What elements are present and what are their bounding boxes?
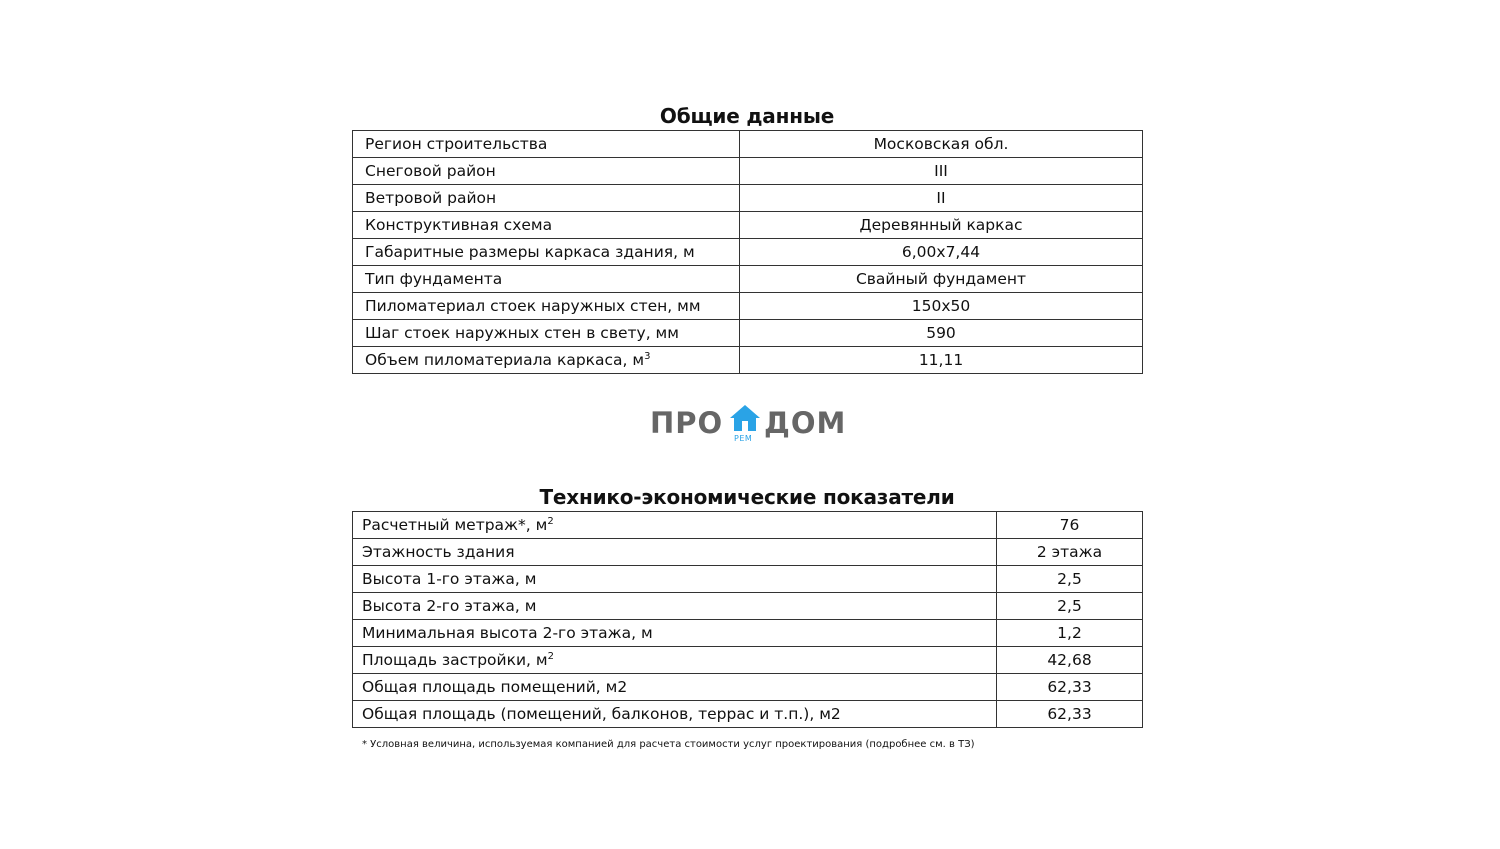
- table-row: [353, 131, 1143, 158]
- table-row: [353, 701, 1143, 728]
- table-row: [353, 539, 1143, 566]
- house-icon: [729, 404, 761, 434]
- row-value: Московская обл.: [740, 131, 1143, 158]
- row-label: Минимальная высота 2-го этажа, м: [353, 620, 997, 647]
- row-value: 2,5: [997, 566, 1143, 593]
- row-label: Общая площадь помещений, м2: [353, 674, 997, 701]
- logo-word-dom: ДОМ: [764, 406, 847, 440]
- row-value: 1,2: [997, 620, 1143, 647]
- table-row: [353, 647, 1143, 674]
- row-value: 76: [997, 512, 1143, 539]
- unit-superscript: 2: [547, 515, 554, 527]
- row-value: 62,33: [997, 701, 1143, 728]
- logo-word-pro: ПРО: [650, 406, 724, 440]
- row-label: Конструктивная схема: [353, 212, 740, 239]
- row-label: Высота 1-го этажа, м: [353, 566, 997, 593]
- table-row: [353, 512, 1143, 539]
- row-label: Объем пиломатериала каркаса, м: [365, 351, 645, 369]
- row-value: 62,33: [997, 674, 1143, 701]
- row-label: Регион строительства: [353, 131, 740, 158]
- general-data-title: Общие данные: [659, 104, 835, 128]
- row-value: 6,00х7,44: [740, 239, 1143, 266]
- row-label: Этажность здания: [353, 539, 997, 566]
- row-label: Габаритные размеры каркаса здания, м: [353, 239, 740, 266]
- row-value: III: [740, 158, 1143, 185]
- row-value: II: [740, 185, 1143, 212]
- row-label: Снеговой район: [353, 158, 740, 185]
- table-row: [353, 293, 1143, 320]
- table-row: [353, 566, 1143, 593]
- row-label: Тип фундамента: [353, 266, 740, 293]
- footnote: * Условная величина, используемая компанией для расчета стоимости услуг проектирования (подробнее см. в ТЗ): [362, 739, 975, 750]
- row-label: Площадь застройки, м: [362, 651, 548, 669]
- unit-superscript: 2: [547, 650, 554, 662]
- table-row: [353, 674, 1143, 701]
- row-value: 150х50: [740, 293, 1143, 320]
- tech-indicators-table: [352, 511, 1143, 728]
- row-value: 2,5: [997, 593, 1143, 620]
- table-row: [353, 266, 1143, 293]
- row-value: 2 этажа: [997, 539, 1143, 566]
- row-label: Общая площадь (помещений, балконов, террас и т.п.), м2: [353, 701, 997, 728]
- tech-indicators-title: Технико-экономические показатели: [539, 485, 955, 509]
- table-row: [353, 158, 1143, 185]
- table-row: [353, 239, 1143, 266]
- table-row: [353, 347, 1143, 374]
- company-logo: [650, 404, 850, 446]
- row-label-cell: [353, 647, 997, 674]
- row-label: Расчетный метраж*, м: [362, 516, 548, 534]
- row-value: Свайный фундамент: [740, 266, 1143, 293]
- row-value: Деревянный каркас: [740, 212, 1143, 239]
- table-row: [353, 593, 1143, 620]
- row-label: Шаг стоек наружных стен в свету, мм: [353, 320, 740, 347]
- row-label: Пиломатериал стоек наружных стен, мм: [353, 293, 740, 320]
- unit-superscript: 3: [644, 350, 651, 362]
- table-row: [353, 620, 1143, 647]
- row-label-cell: [353, 512, 997, 539]
- logo-subtext: РЕМ: [734, 434, 753, 443]
- table-row: [353, 320, 1143, 347]
- row-value: 11,11: [740, 347, 1143, 374]
- general-data-table: [352, 130, 1143, 374]
- table-row: [353, 212, 1143, 239]
- row-label: Высота 2-го этажа, м: [353, 593, 997, 620]
- row-value: 42,68: [997, 647, 1143, 674]
- row-label: Ветровой район: [353, 185, 740, 212]
- table-row: [353, 185, 1143, 212]
- row-label-cell: [353, 347, 740, 374]
- row-value: 590: [740, 320, 1143, 347]
